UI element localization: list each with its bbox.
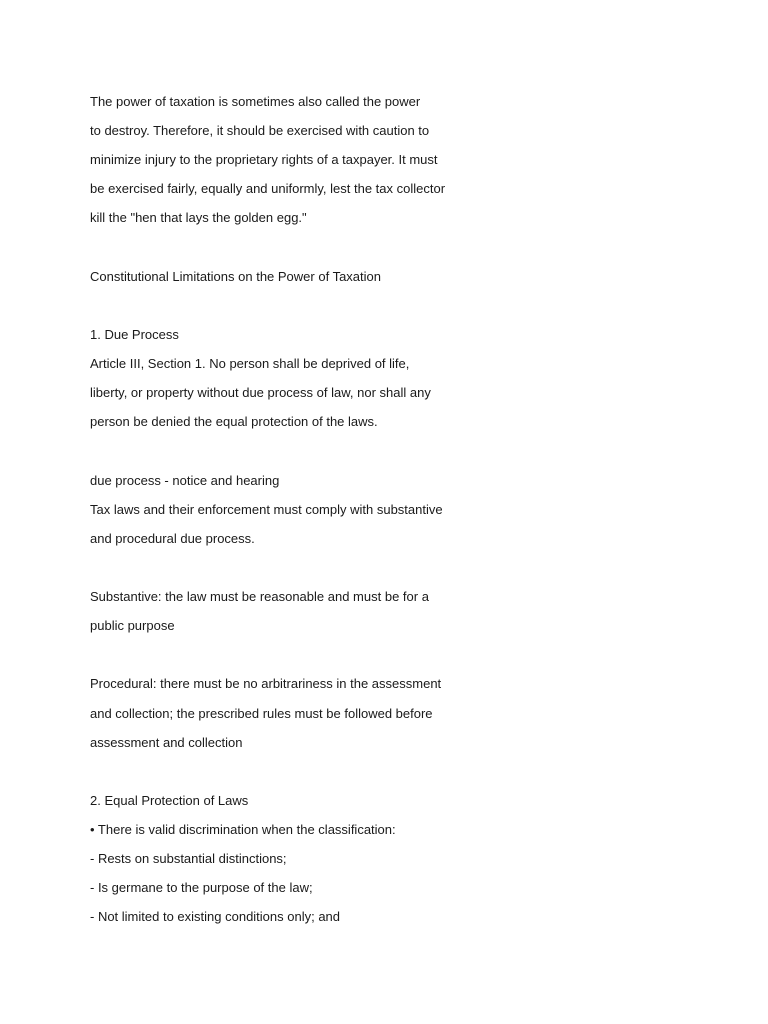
procedural-line-1: Procedural: there must be no arbitrariness in the assessment: [90, 676, 442, 691]
compliance-line-1: Tax laws and their enforcement must comply with substantive: [90, 502, 443, 517]
intro-line-5: kill the "hen that lays the golden egg.": [90, 210, 307, 225]
intro-line-4: be exercised fairly, equally and uniformly, lest the tax collector: [90, 181, 446, 196]
substantive-line-1: Substantive: the law must be reasonable and must be for a: [90, 589, 429, 604]
classification-item-3: - Not limited to existing conditions only; and: [90, 909, 341, 924]
equal-protection-heading: 2. Equal Protection of Laws: [90, 793, 249, 808]
article-line-2: liberty, or property without due process of law, nor shall any: [90, 385, 431, 400]
compliance-line-2: and procedural due process.: [90, 531, 255, 546]
classification-item-1: - Rests on substantial distinctions;: [90, 851, 287, 866]
classification-item-2: - Is germane to the purpose of the law;: [90, 880, 313, 895]
intro-line-1: The power of taxation is sometimes also called the power: [90, 94, 421, 109]
article-line-1: Article III, Section 1. No person shall be deprived of life,: [90, 356, 410, 371]
due-process-heading: 1. Due Process: [90, 327, 179, 342]
procedural-line-2: and collection; the prescribed rules must be followed before: [90, 706, 433, 721]
substantive-line-2: public purpose: [90, 618, 175, 633]
section-heading: Constitutional Limitations on the Power of Taxation: [90, 269, 381, 284]
article-line-3: person be denied the equal protection of the laws.: [90, 414, 378, 429]
classification-bullet: • There is valid discrimination when the classification:: [90, 822, 396, 837]
intro-line-2: to destroy. Therefore, it should be exercised with caution to: [90, 123, 430, 138]
procedural-line-3: assessment and collection: [90, 735, 243, 750]
notice-hearing-line: due process - notice and hearing: [90, 473, 280, 488]
intro-line-3: minimize injury to the proprietary rights of a taxpayer. It must: [90, 152, 438, 167]
